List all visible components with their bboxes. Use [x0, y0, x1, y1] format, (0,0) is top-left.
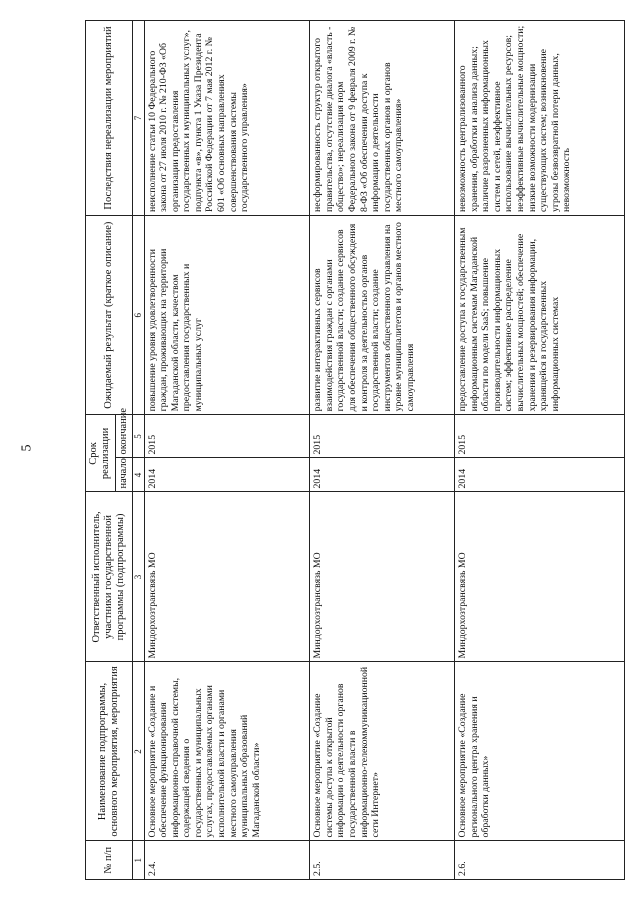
header-start: начало — [115, 458, 132, 492]
column-number: 4 — [133, 458, 145, 492]
rotated-table-container — [85, 20, 625, 880]
column-number: 1 — [133, 841, 145, 880]
page-number: 5 — [19, 444, 35, 452]
row-name: Основное мероприятие «Создание регионального центра хранения и обработки данных» — [455, 662, 625, 841]
row-start: 2014 — [455, 458, 625, 492]
row-num: 2.4. — [144, 841, 310, 880]
row-result: развитие интерактивных сервисов взаимодействия граждан с органами государственной власти; создание сервисов для обеспечения общественного обсуждения и контроля за деятельностью органов государственной власти; создание инструментов общественного управления на уровне муниципалитетов и органов местного самоуправления — [310, 215, 455, 414]
row-end: 2015 — [455, 415, 625, 458]
row-responsible: Миндорхозтрансвязь МО — [455, 492, 625, 662]
table-row — [455, 21, 625, 880]
table-row — [310, 21, 455, 880]
column-number: 2 — [133, 662, 145, 841]
header-result: Ожидаемый результат (краткое описание) — [86, 215, 133, 414]
row-responsible: Миндорхозтрансвязь МО — [144, 492, 310, 662]
header-consequences: Последствия нереализации мероприятий — [86, 21, 133, 216]
table-row — [144, 21, 310, 880]
row-name: Основное мероприятие «Создание системы доступа к открытой информации о деятельности органов государственной власти в информационно-телекоммуникационной сети Интернет» — [310, 662, 455, 841]
column-number: 7 — [133, 21, 145, 216]
row-result: предоставление доступа к государственным информационным системам Магаданской области по модели SaaS; повышение производительности информационных систем; эффективное распределение вычислительных мощностей; обеспечение хранения и резервирования информации, хранящейся в государственных информационных системах — [455, 215, 625, 414]
header-num: № п/п — [86, 841, 133, 880]
header-responsible: Ответственный исполнитель, участники государственной программы (подпрограммы) — [86, 492, 133, 662]
row-name: Основное мероприятие «Создание и обеспечение функционирования информационно-справочной системы, содержащей сведения о государственных и муниципальных услугах, предоставляемых органами исполнительной власти и органами местного самоуправления муниципальных образований Магаданской области» — [144, 662, 310, 841]
column-number: 6 — [133, 215, 145, 414]
row-result: повышение уровня удовлетворенности граждан, проживающих на территории Магаданской области, качеством предоставления государственных и муниципальных услуг — [144, 215, 310, 414]
header-end: окончание — [115, 415, 132, 458]
header-period: Срок реализации — [86, 415, 116, 492]
row-end: 2015 — [144, 415, 310, 458]
events-table — [85, 20, 625, 880]
row-consequences: несформированность структур открытого правительства, отсутствие диалога «власть - общество»; нереализация норм Федерального закона от 9 февраля 2009 г. № 8-ФЗ «Об обеспечении доступа к информации о деятельности государственных органов и органов местного самоуправления» — [310, 21, 455, 216]
row-start: 2014 — [144, 458, 310, 492]
row-consequences: неисполнение статьи 10 Федерального закона от 27 июля 2010 г. № 210-ФЗ «Об организации предоставления государственных и муниципальных услуг», подпункта «в», пункта 1 Указа Президента Российской Федерации от 7 мая 2012 г. № 601 «Об основных направлениях совершенствования системы государственного управления» — [144, 21, 310, 216]
row-consequences: невозможность централизованного хранения, обработки и анализа данных; наличие разрозненных информационных систем и сетей, неэффективное использование вычислительных ресурсов; неэффективные вычислительные мощности; низкие возможности модернизации существующих систем; возникновение угрозы безвозвратной потери данных, невозможность — [455, 21, 625, 216]
column-number: 5 — [133, 415, 145, 458]
row-start: 2014 — [310, 458, 455, 492]
header-name: Наименование подпрограммы, основного мероприятия, мероприятия — [86, 662, 133, 841]
column-number: 3 — [133, 492, 145, 662]
row-num: 2.5. — [310, 841, 455, 880]
row-num: 2.6. — [455, 841, 625, 880]
row-end: 2015 — [310, 415, 455, 458]
row-responsible: Миндорхозтрансвязь МО — [310, 492, 455, 662]
